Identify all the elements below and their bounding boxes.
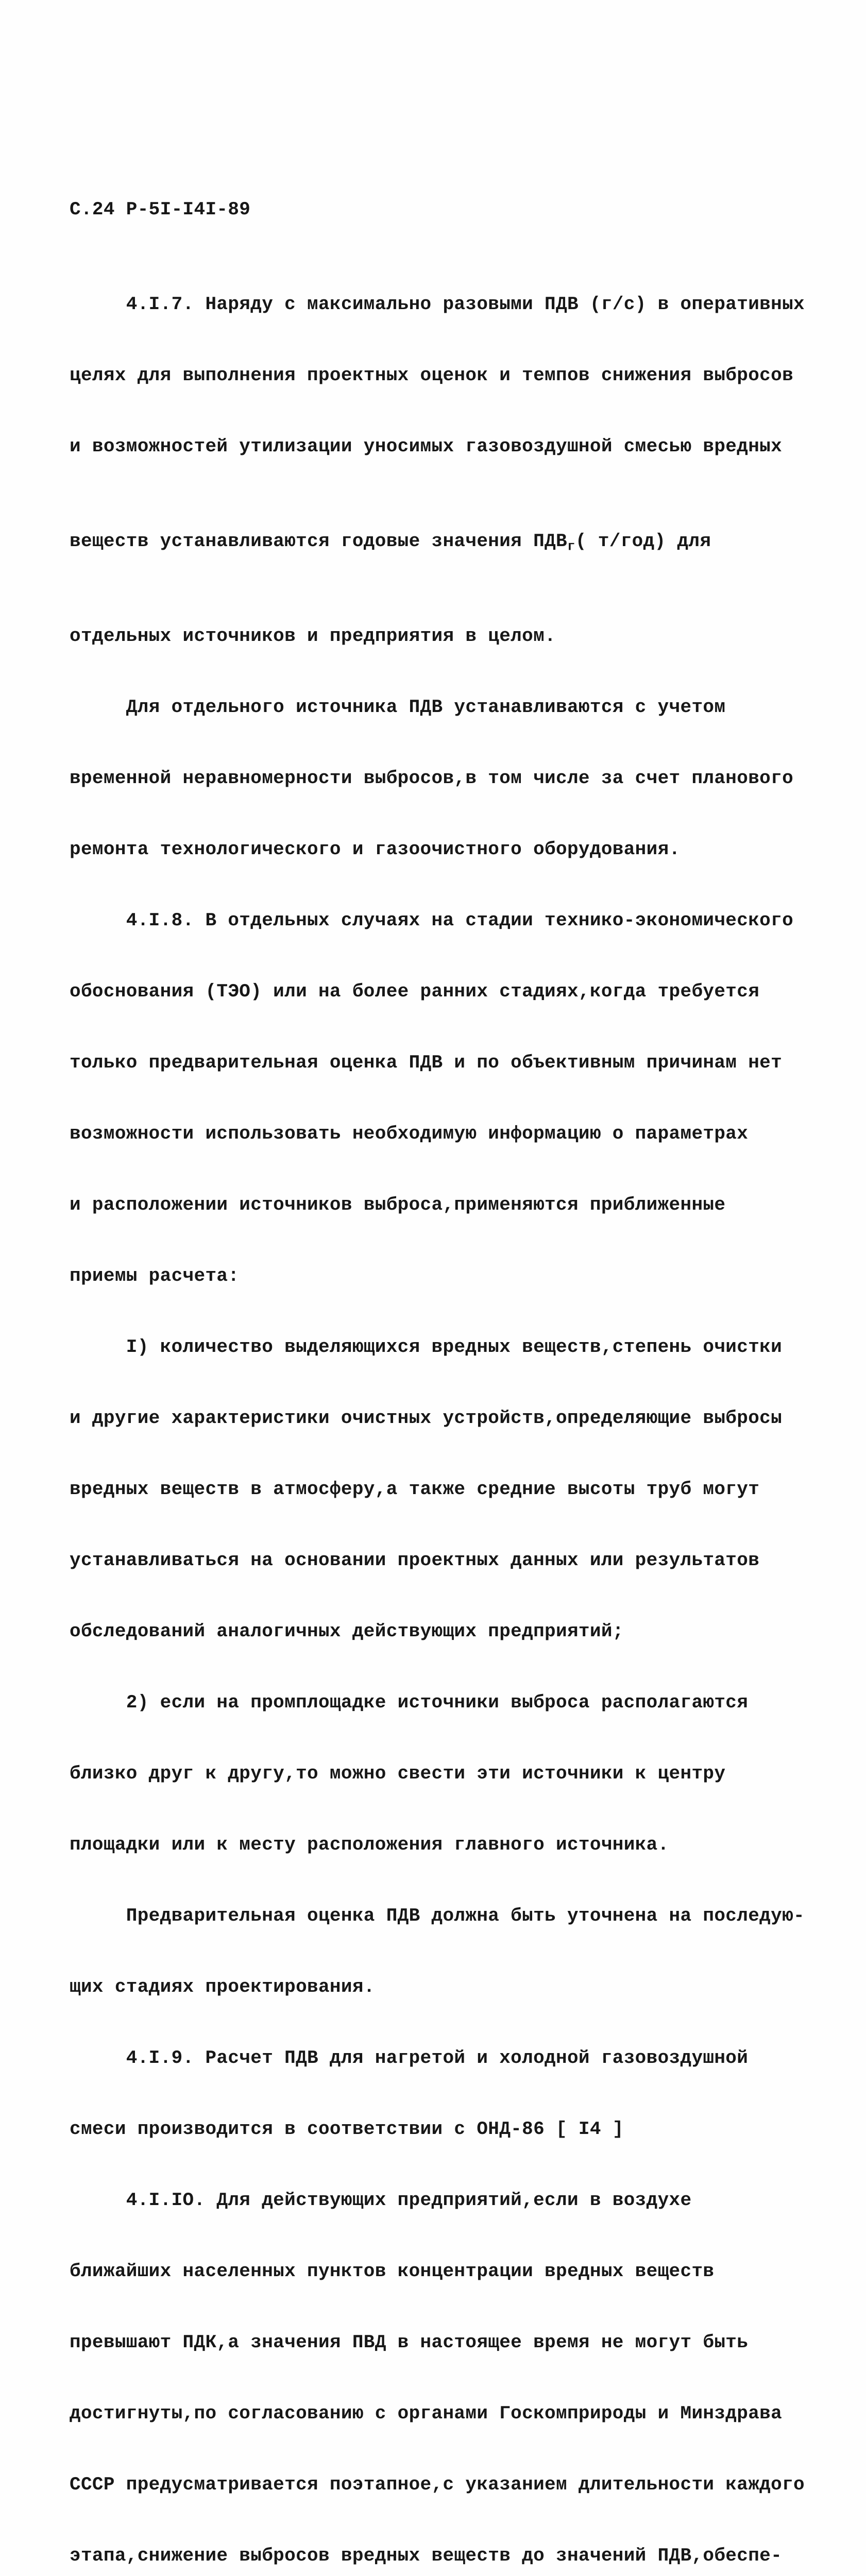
text-line: 2) если на промплощадке источники выброса располагаются <box>70 1692 749 1713</box>
text-line: ближайших населенных пунктов концентрации вредных веществ <box>70 2261 715 2282</box>
typewritten-text <box>70 150 816 2576</box>
page-header: С.24 Р-5I-I4I-89 <box>70 199 251 220</box>
text-line: 4.I.8. В отдельных случаях на стадии технико-экономического <box>70 910 794 931</box>
text-segment: веществ устанавливаются годовые значения ПДВ <box>70 531 567 552</box>
text-line: I) количество выделяющихся вредных веществ,степень очистки <box>70 1336 783 1358</box>
subscript-g: г <box>567 538 575 554</box>
text-line: превышают ПДК,а значения ПВД в настоящее время не могут быть <box>70 2332 749 2353</box>
text-line: устанавливаться на основании проектных данных или результатов <box>70 1550 760 1571</box>
text-line: и расположении источников выброса,применяются приближенные <box>70 1194 726 1215</box>
text-line: СССР предусматривается поэтапное,с указанием длительности каждого <box>70 2474 805 2495</box>
text-line: отдельных источников и предприятия в целом. <box>70 625 556 647</box>
text-line: 4.I.9. Расчет ПДВ для нагретой и холодной газовоздушной <box>70 2047 749 2069</box>
text-line: обоснования (ТЭО) или на более ранних стадиях,когда требуется <box>70 981 760 1002</box>
text-line-with-subscript <box>70 530 816 553</box>
text-line: площадки или к месту расположения главного источника. <box>70 1834 669 1855</box>
text-line: щих стадиях проектирования. <box>70 1976 375 1997</box>
text-line: временной неравномерности выбросов,в том числе за счет планового <box>70 768 794 789</box>
text-line: близко друг к другу,то можно свести эти источники к центру <box>70 1763 726 1784</box>
text-line: 4.I.IO. Для действующих предприятий,если в воздухе <box>70 2190 692 2211</box>
text-line: приемы расчета: <box>70 1265 240 1286</box>
text-segment: ( т/год) для <box>575 531 711 552</box>
text-line: и другие характеристики очистных устройств,определяющие выбросы <box>70 1408 783 1429</box>
text-line: только предварительная оценка ПДВ и по объективным причинам нет <box>70 1052 783 1073</box>
text-line: ремонта технологического и газоочистного оборудования. <box>70 839 681 860</box>
text-line: целях для выполнения проектных оценок и темпов снижения выбросов <box>70 365 794 386</box>
text-line: и возможностей утилизации уносимых газовоздушной смесью вредных <box>70 436 783 457</box>
text-line: обследований аналогичных действующих предприятий; <box>70 1621 624 1642</box>
text-line: 4.I.7. Наряду с максимально разовыми ПДВ (г/с) в оперативных <box>70 294 805 315</box>
text-line: этапа,снижение выбросов вредных веществ до значений ПДВ,обеспе- <box>70 2545 783 2566</box>
text-line: вредных веществ в атмосферу,а также средние высоты труб могут <box>70 1479 760 1500</box>
text-line: достигнуты,по согласованию с органами Госкомприроды и Минздрава <box>70 2403 783 2424</box>
text-line: возможности использовать необходимую информацию о параметрах <box>70 1123 749 1144</box>
text-line: смеси производится в соответствии с ОНД-86 [ I4 ] <box>70 2119 624 2140</box>
text-line: Для отдельного источника ПДВ устанавливаются с учетом <box>70 697 726 718</box>
text-line: Предварительная оценка ПДВ должна быть уточнена на последую- <box>70 1905 805 1926</box>
